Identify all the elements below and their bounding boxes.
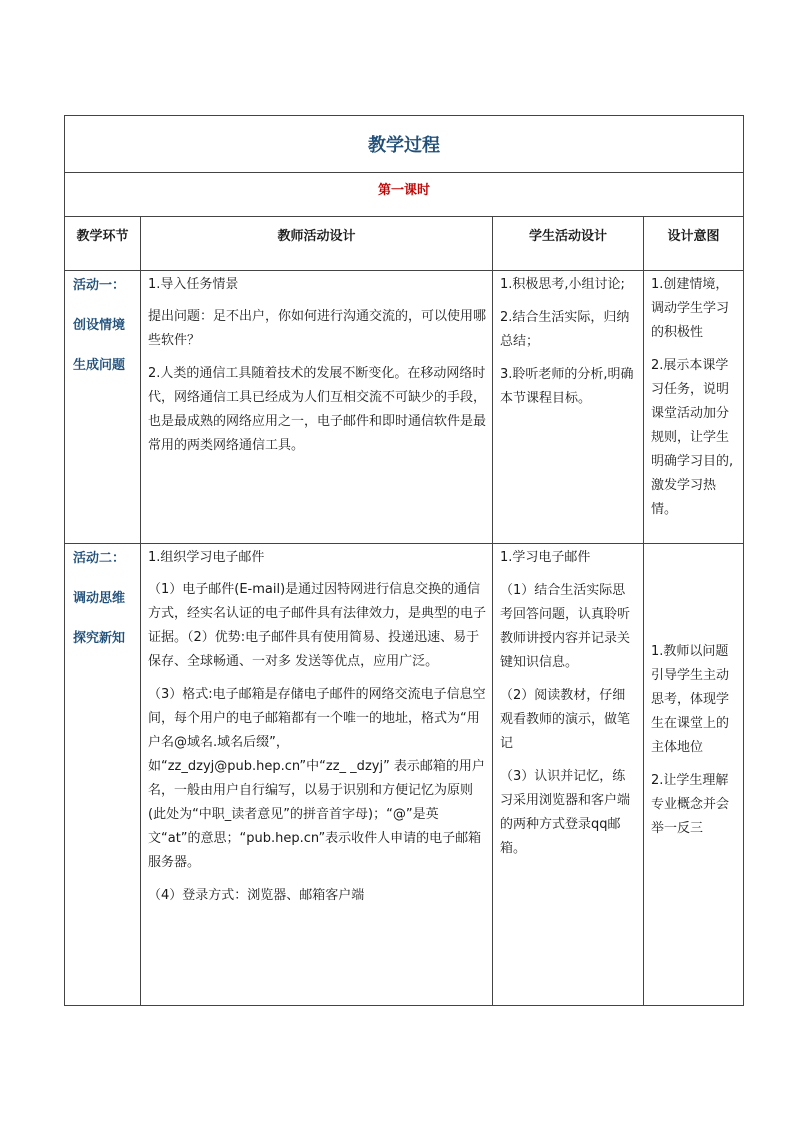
activity-cell — [65, 544, 141, 1006]
activity-label: 活动二： — [73, 551, 126, 566]
activity-label: 调动思维 — [73, 591, 126, 606]
student-text: （1）结合生活实际思考回答问题，认真聆听教师讲授内容并记录关键知识信息。 — [500, 583, 631, 670]
activity-label: 创设情境 — [73, 318, 126, 333]
student-text: 2.结合生活实际，归纳总结； — [500, 310, 630, 349]
teacher-cell — [141, 271, 493, 544]
intent-text: 1.创建情境，调动学生学习的积极性 — [651, 277, 730, 340]
student-text: 1.积极思考,小组讨论; — [500, 277, 625, 292]
intent-text: 2.让学生理解专业概念并会举一反三 — [651, 773, 730, 836]
intent-text: 1.教师以问题引导学生主动思考，体现学生在课堂上的主体地位 — [651, 644, 730, 755]
table-row — [65, 544, 744, 1006]
teacher-text: （4）登录方式：浏览器、邮箱客户端 — [148, 888, 365, 903]
header-teacher: 教师活动设计 — [141, 217, 493, 271]
student-cell — [493, 271, 644, 544]
table-row — [65, 271, 744, 544]
teacher-text: （3）格式:电子邮箱是存储电子邮件的网络交流电子信息空间，每个用户的电子邮箱都有一个唯一的地址，格式为“用户名@域名.域名后缀”，如“zz_dzyj@pub.hep.cn”中“zz_ _dzyj” 表示邮箱的用户名，一般由用户自行编写，以易于识别和方便记忆为原则(此处为“中职_读者意见”的拼音首字母)；“@”是英文“at”的意思；“pub.hep.cn”表示收件人申请的电子邮箱服务器。 — [148, 687, 486, 870]
title-cell — [65, 116, 744, 173]
teacher-text: 1.组织学习电子邮件 — [148, 550, 265, 565]
teacher-text: （1）电子邮件(E-mail)是通过因特网进行信息交换的通信方式，经实名认证的电子邮件具有法律效力，是典型的电子证据。（2）优势:电子邮件具有使用简易、投递迅速、易于保存、全球畅通、一对多 发送等优点，应用广泛。 — [148, 582, 487, 669]
student-text: （3）认识并记忆，练习采用浏览器和客户端的两种方式登录qq邮箱。 — [500, 769, 631, 856]
header-intent: 设计意图 — [644, 217, 744, 271]
header-stage: 教学环节 — [65, 217, 141, 271]
header-student: 学生活动设计 — [493, 217, 644, 271]
teacher-text: 提出问题：足不出户，你如何进行沟通交流的，可以使用哪些软件？ — [148, 309, 487, 348]
student-text: 1.学习电子邮件 — [500, 550, 591, 565]
student-text: （2）阅读教材，仔细观看教师的演示，做笔记 — [500, 688, 631, 751]
intent-cell — [644, 544, 744, 1006]
lesson-plan-table — [64, 115, 744, 1006]
student-text: 3.聆听老师的分析,明确本节课程目标。 — [500, 367, 634, 406]
activity-label: 生成问题 — [73, 358, 126, 373]
activity-label: 活动一： — [73, 278, 126, 293]
activity-label: 探究新知 — [73, 631, 126, 646]
teacher-text: 2.人类的通信工具随着技术的发展不断变化。在移动网络时代，网络通信工具已经成为人们互相交流不可缺少的手段，也是最成熟的网络应用之一，电子邮件和即时通信软件是最常用的两类网络通信工具。 — [148, 366, 487, 453]
table-title: 教学过程 — [368, 135, 440, 156]
teacher-text: 1.导入任务情景 — [148, 277, 239, 292]
intent-cell — [644, 271, 744, 544]
activity-cell — [65, 271, 141, 544]
teacher-cell — [141, 544, 493, 1006]
intent-text: 2.展示本课学习任务，说明课堂活动加分规则，让学生明确学习目的,激发学习热情。 — [651, 358, 734, 517]
student-cell — [493, 544, 644, 1006]
lesson-label: 第一课时 — [377, 183, 430, 198]
lesson-cell — [65, 173, 744, 217]
